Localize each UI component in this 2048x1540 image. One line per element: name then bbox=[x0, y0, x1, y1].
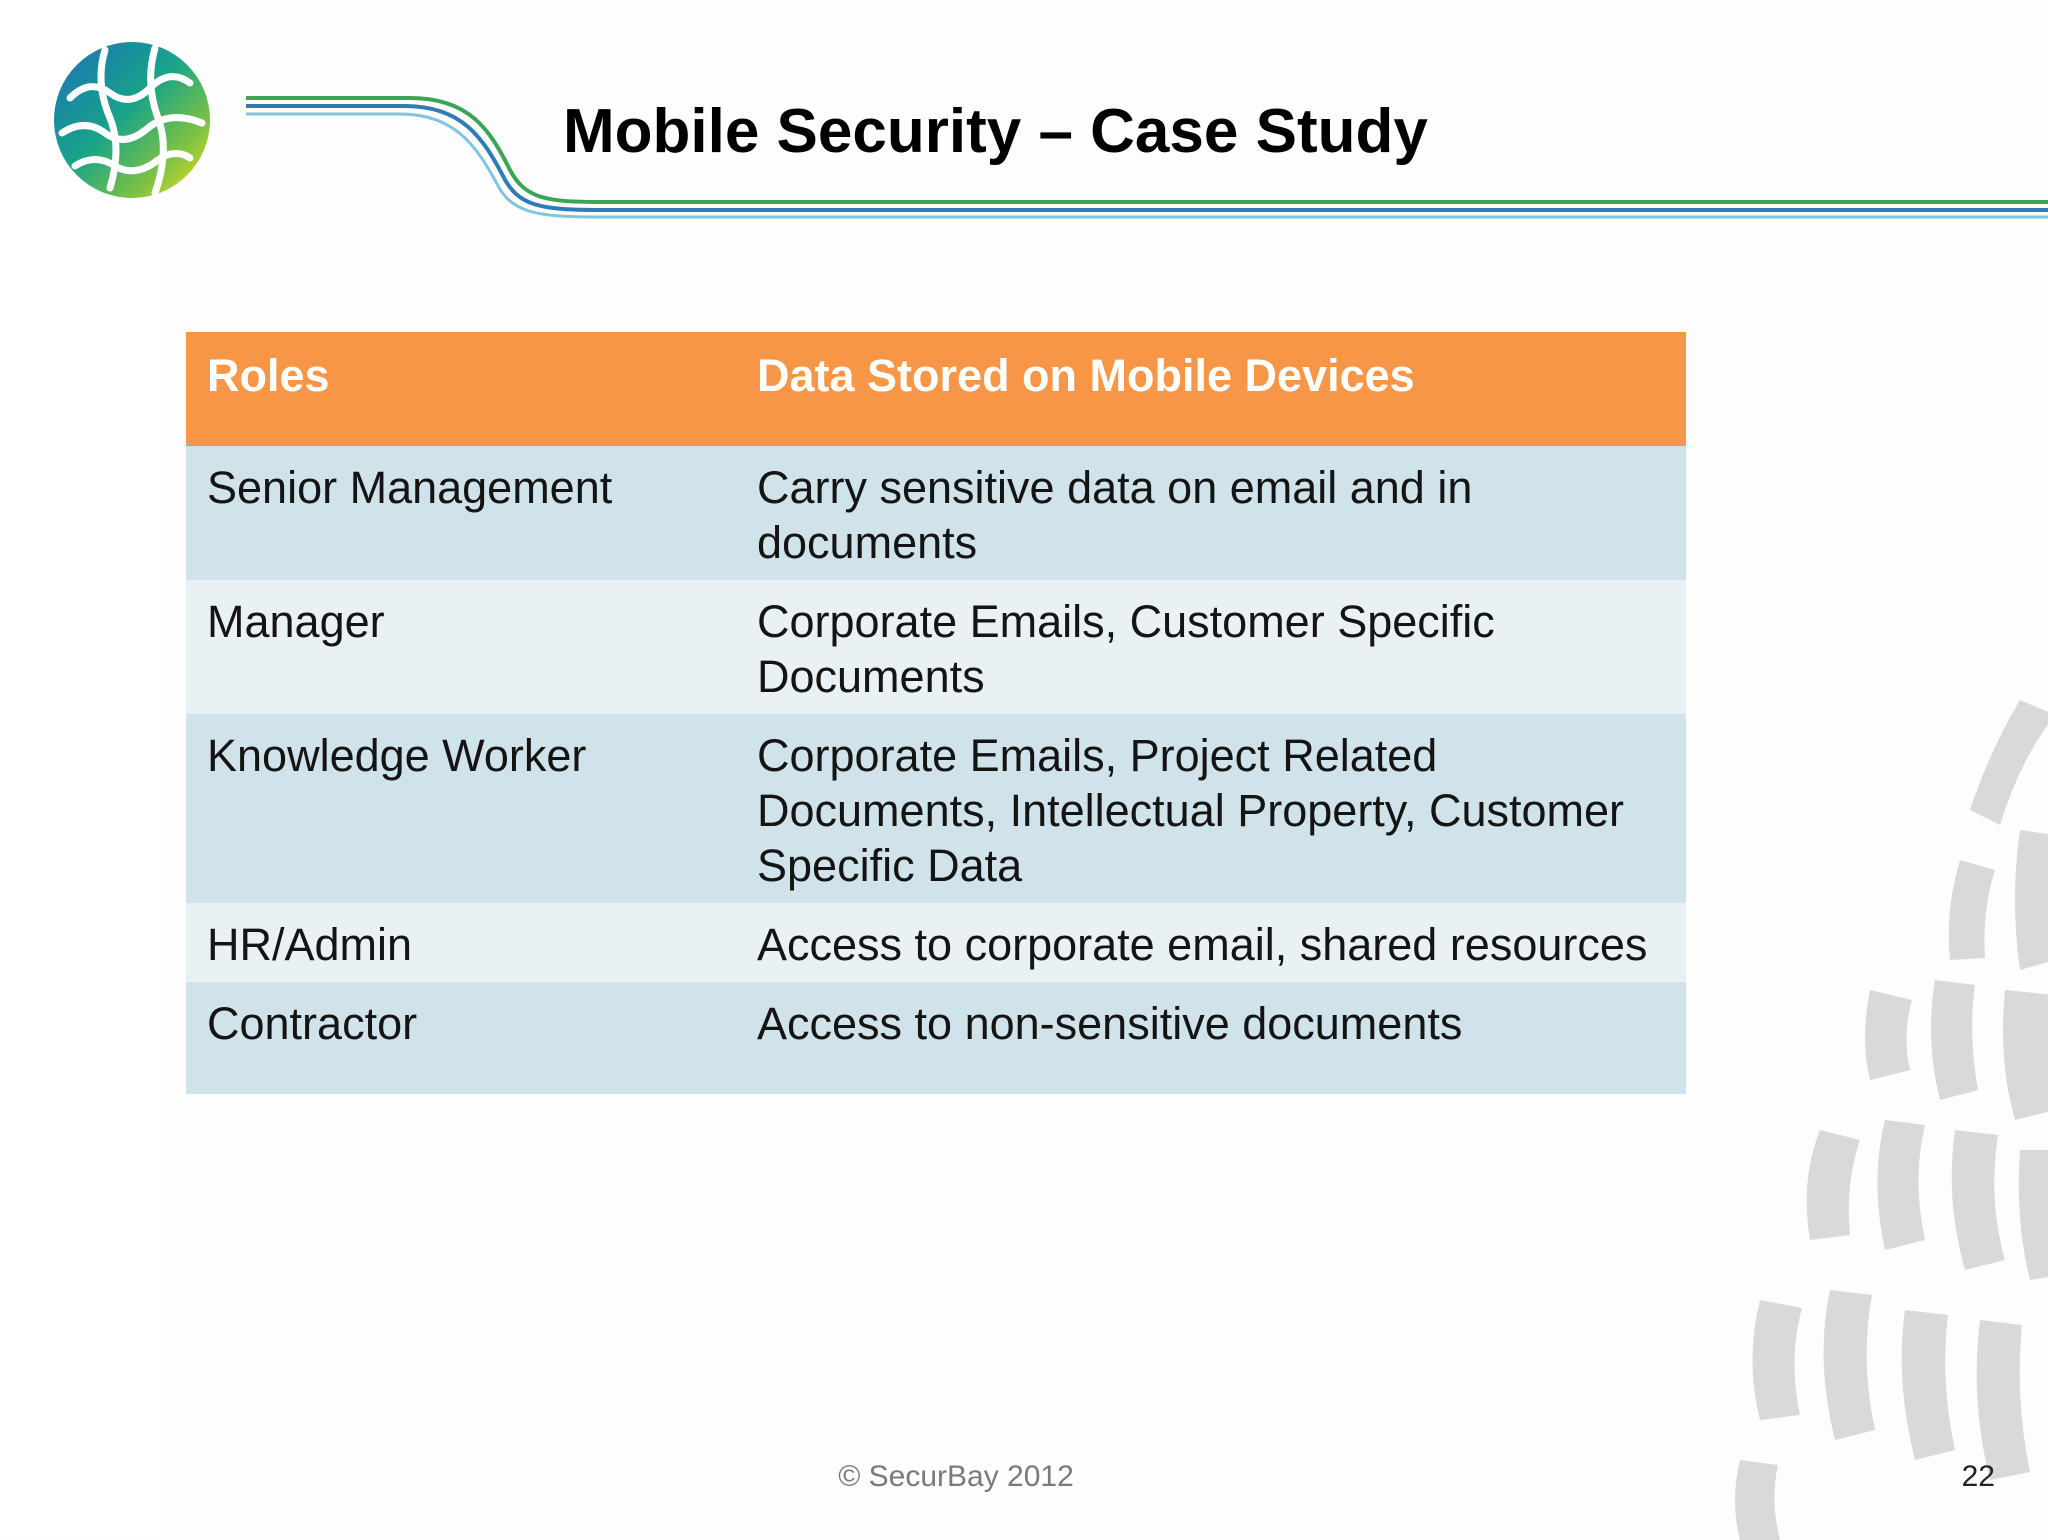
table-header-row bbox=[186, 332, 1686, 446]
copyright-footer: © SecurBay 2012 bbox=[838, 1460, 1074, 1493]
slide-title: Mobile Security – Case Study bbox=[563, 97, 1428, 166]
table-row bbox=[186, 446, 1686, 580]
header-data-stored: Data Stored on Mobile Devices bbox=[736, 332, 1686, 446]
globe-watermark-icon bbox=[1720, 660, 2048, 1540]
header-roles: Roles bbox=[186, 332, 736, 446]
data-cell: Corporate Emails, Customer Specific Documents bbox=[736, 580, 1686, 714]
role-cell: Manager bbox=[186, 580, 736, 714]
table-row bbox=[186, 714, 1686, 903]
role-cell: Knowledge Worker bbox=[186, 714, 736, 903]
data-cell: Access to corporate email, shared resources bbox=[736, 903, 1686, 982]
role-cell: Contractor bbox=[186, 982, 736, 1094]
table-row bbox=[186, 580, 1686, 714]
page-number: 22 bbox=[1961, 1460, 1995, 1493]
table-row bbox=[186, 982, 1686, 1094]
data-cell: Access to non-sensitive documents bbox=[736, 982, 1686, 1094]
globe-logo-icon bbox=[50, 38, 220, 208]
role-cell: HR/Admin bbox=[186, 903, 736, 982]
data-cell: Carry sensitive data on email and in documents bbox=[736, 446, 1686, 580]
roles-data-table bbox=[186, 332, 1686, 1094]
data-cell: Corporate Emails, Project Related Documents, Intellectual Property, Customer Specific Data bbox=[736, 714, 1686, 903]
table-row bbox=[186, 903, 1686, 982]
role-cell: Senior Management bbox=[186, 446, 736, 580]
